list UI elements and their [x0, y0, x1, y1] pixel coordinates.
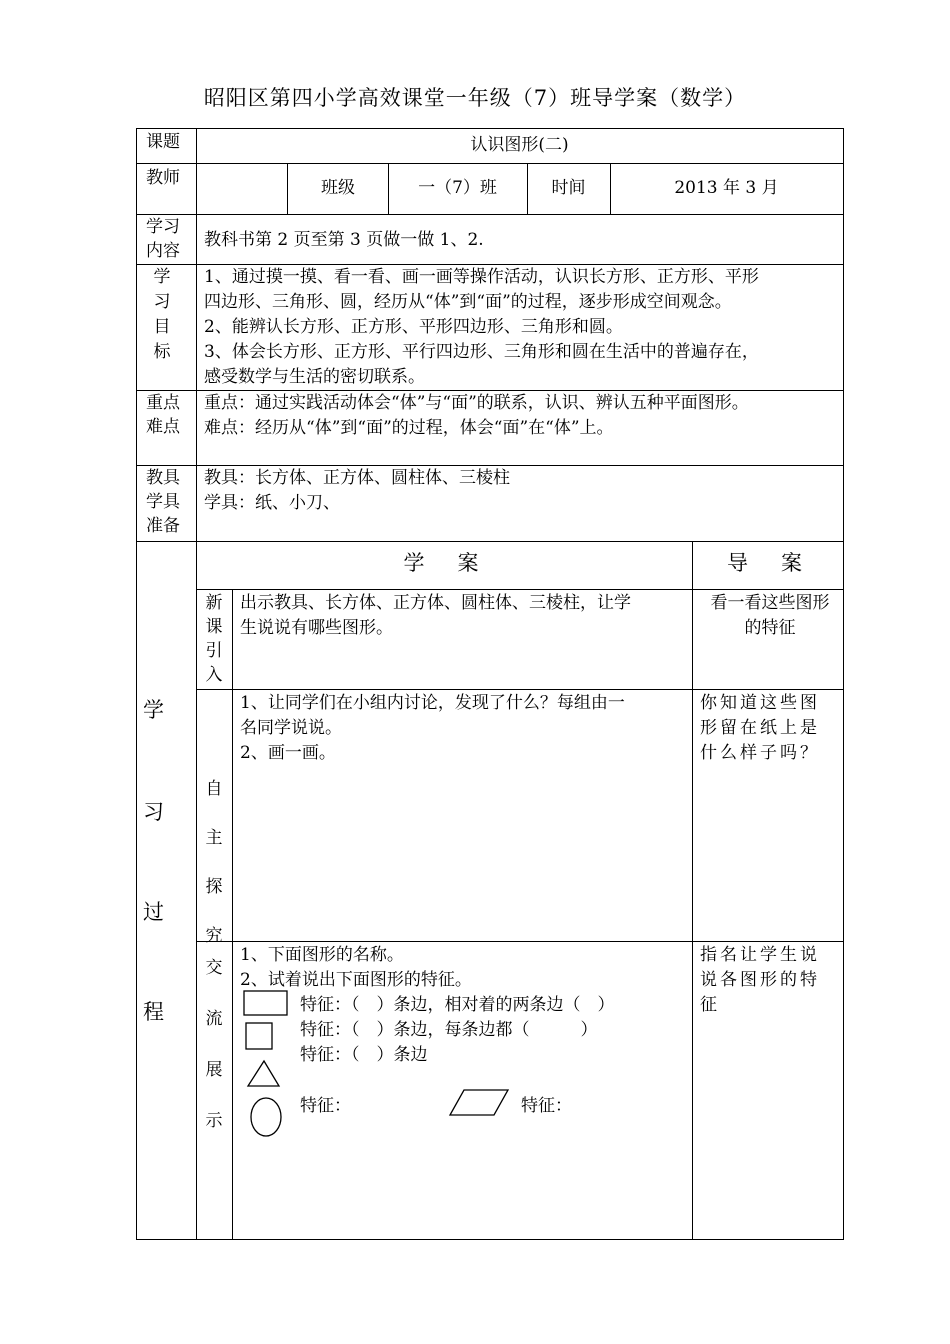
- intro-line-1: 出示教具、长方体、正方体、圆柱体、三棱柱，让学: [240, 593, 631, 613]
- feature-square: 特征：（ ）条边，每条边都（ ）: [300, 1020, 598, 1040]
- feature-triangle: 特征：（ ）条边: [300, 1045, 428, 1065]
- topic-value: 认识图形(二): [470, 135, 569, 155]
- rectangle-shape-icon: [238, 988, 294, 1018]
- intro-label: 新 课 引 入: [205, 593, 223, 685]
- class-label: 班级: [321, 178, 355, 198]
- parallelogram-shape-icon: [444, 1086, 514, 1120]
- teacher-label: 教师: [146, 168, 180, 188]
- intro-guide: 看一看这些图形的特征: [710, 593, 830, 638]
- feature-circle: 特征：: [300, 1096, 351, 1116]
- tools-label-3: 准备: [146, 516, 180, 536]
- key-label-1: 重点: [146, 393, 180, 413]
- col-guide-header: 导 案: [727, 551, 808, 575]
- process-label-2: 习: [143, 800, 186, 824]
- process-label-3: 过: [143, 900, 186, 924]
- key-point: 重点：通过实践活动体会“体”与“面”的联系，认识、辨认五种平面图形。: [204, 393, 749, 413]
- goal-line: 感受数学与生活的密切联系。: [204, 367, 425, 387]
- goal-line: 2、能辨认长方形、正方形、平形四边形、三角形和圆。: [204, 317, 623, 337]
- square-shape-icon: [238, 1020, 278, 1052]
- process-label-1: 学: [143, 698, 186, 722]
- explore-line-1: 1、让同学们在小组内讨论，发现了什么？每组由一: [240, 693, 625, 713]
- time-value: 2013 年 3 月: [674, 178, 779, 198]
- exchange-line-1: 1、下面图形的名称。: [240, 945, 404, 965]
- circle-shape-icon: [246, 1094, 286, 1140]
- class-value: 一（7）班: [418, 178, 497, 198]
- content-value: 教科书第 2 页至第 3 页做一做 1、2.: [204, 230, 484, 250]
- triangle-shape-icon: [244, 1058, 284, 1090]
- exchange-label: 交 流 展 示: [205, 958, 223, 1131]
- tools-label-2: 学具: [146, 492, 180, 512]
- tools-label-1: 教具: [146, 468, 180, 488]
- intro-line-2: 生说说有哪些图形。: [240, 618, 393, 638]
- explore-guide: 你知道这些图形留在纸上是什么样子吗？: [700, 693, 820, 763]
- key-label-2: 难点: [146, 417, 180, 437]
- content-label-2: 内容: [146, 241, 180, 261]
- difficult-point: 难点：经历从“体”到“面”的过程，体会“面”在“体”上。: [204, 418, 614, 438]
- page-title: 昭阳区第四小学高效课堂一年级（7）班导学案（数学）: [203, 86, 747, 110]
- explore-label: 自 主 探 究: [205, 779, 223, 946]
- goal-line: 1、通过摸一摸、看一看、画一画等操作活动，认识长方形、正方形、平形: [204, 267, 759, 287]
- explore-line-2: 名同学说说。: [240, 718, 342, 738]
- feature-rectangle: 特征：（ ）条边，相对着的两条边（ ）: [300, 995, 615, 1015]
- explore-line-3: 2、画一画。: [240, 743, 336, 763]
- feature-parallelogram: 特征：: [521, 1096, 572, 1116]
- goal-line: 四边形、三角形、圆，经历从“体”到“面”的过程，逐步形成空间观念。: [204, 292, 732, 312]
- time-label: 时间: [551, 178, 586, 198]
- content-label-1: 学习: [146, 217, 180, 237]
- teacher-tools: 教具：长方体、正方体、圆柱体、三棱柱: [204, 468, 510, 488]
- goal-line: 3、体会长方形、正方形、平行四边形、三角形和圆在生活中的普遍存在，: [204, 342, 759, 362]
- exchange-guide: 指名让学生说说各图形的特征: [700, 945, 820, 1015]
- student-tools: 学具：纸、小刀、: [204, 493, 340, 513]
- process-label-4: 程: [143, 1000, 186, 1024]
- goals-label: 学 习 目 标: [153, 267, 171, 362]
- exchange-line-2: 2、试着说出下面图形的特征。: [240, 970, 472, 990]
- topic-label: 课题: [146, 132, 180, 152]
- col-study-header: 学 案: [403, 551, 485, 575]
